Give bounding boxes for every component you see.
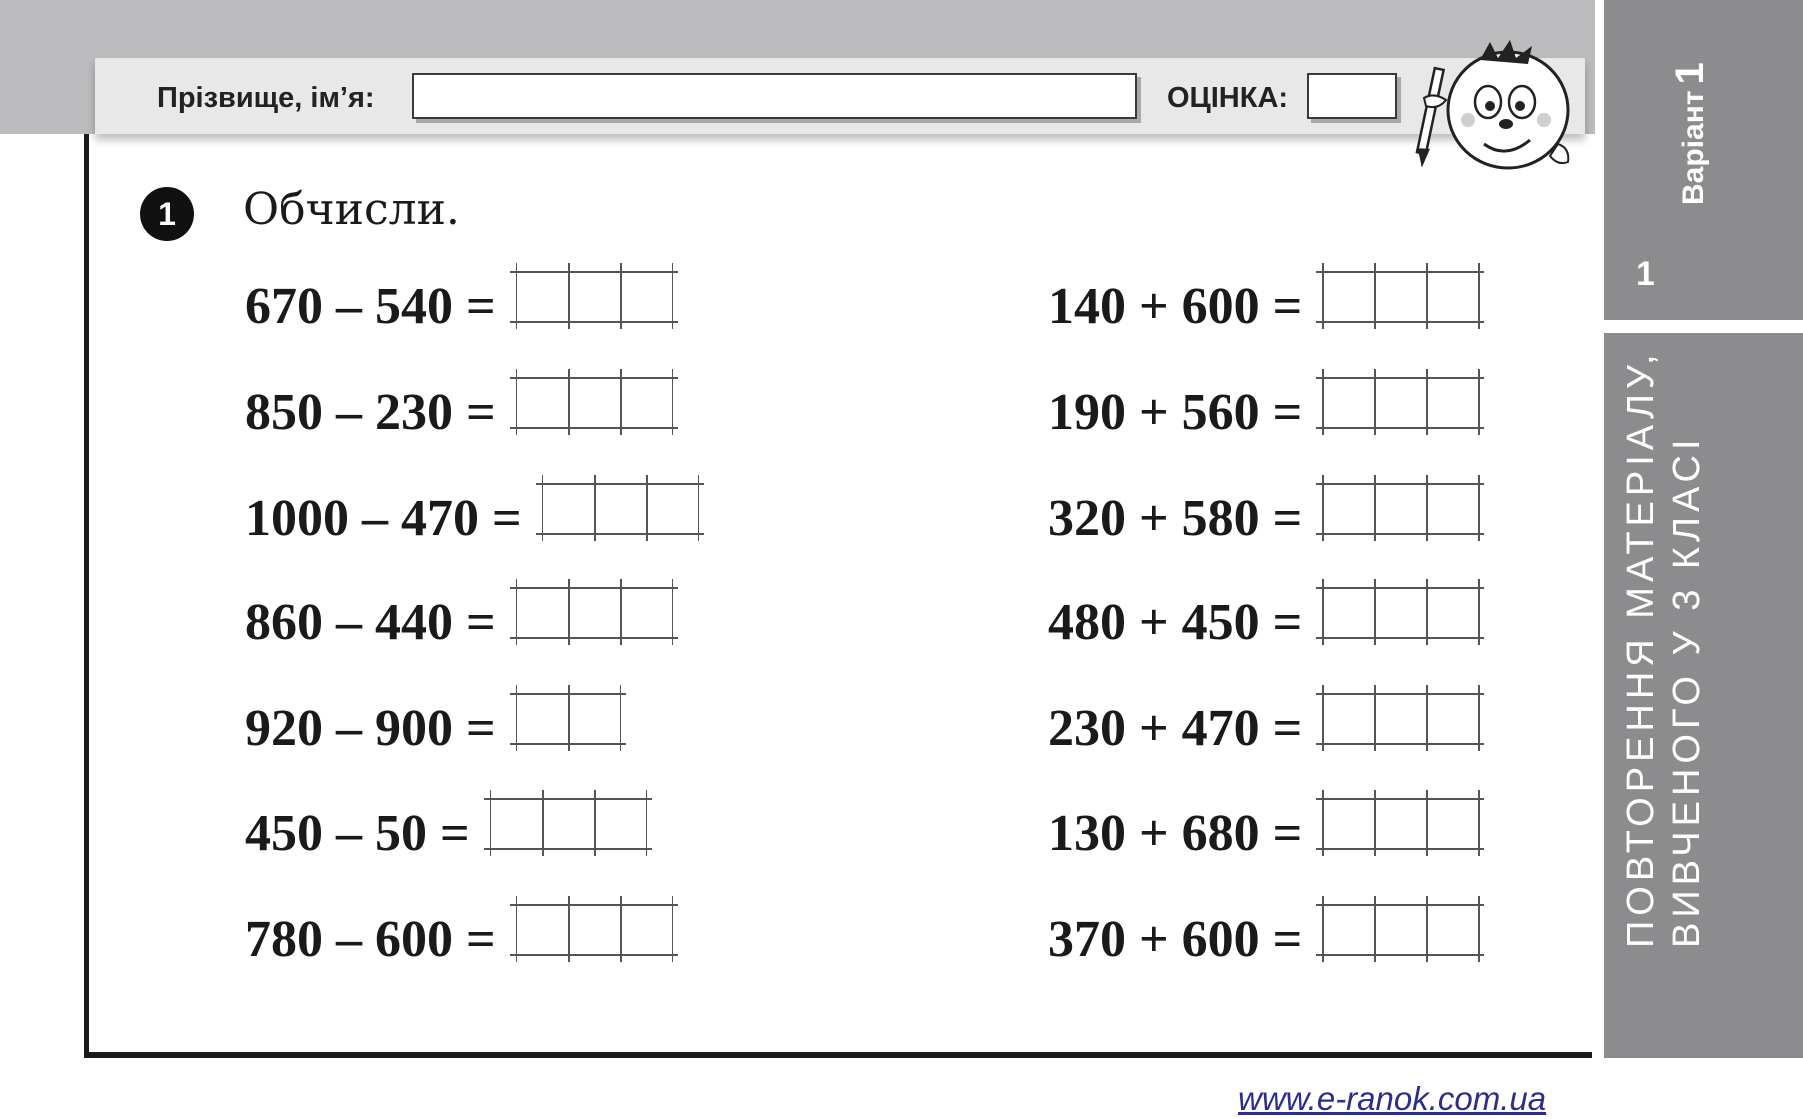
grade-label: ОЦІНКА: bbox=[1167, 82, 1289, 114]
variant-number: 1 bbox=[1668, 62, 1712, 85]
name-field[interactable] bbox=[412, 73, 1137, 119]
exercise-left-3: 1000 – 470 = bbox=[245, 490, 522, 547]
exercise-right-1: 140 + 600 = bbox=[1048, 278, 1303, 335]
mascot-icon bbox=[1410, 40, 1570, 180]
exercise-left-1: 670 – 540 = bbox=[245, 278, 496, 335]
exercise-left-4: 860 – 440 = bbox=[245, 594, 496, 651]
exercise-right-5: 230 + 470 = bbox=[1048, 700, 1303, 757]
answer-grid-left-4[interactable] bbox=[510, 579, 678, 645]
answer-grid-right-5[interactable] bbox=[1316, 685, 1484, 751]
exercise-right-2: 190 + 560 = bbox=[1048, 384, 1303, 441]
variant-label bbox=[1668, 62, 1713, 205]
answer-grid-right-6[interactable] bbox=[1316, 790, 1484, 856]
answer-grid-right-1[interactable] bbox=[1316, 263, 1484, 329]
student-header bbox=[95, 58, 1585, 134]
answer-grid-left-2[interactable] bbox=[510, 369, 678, 435]
exercise-left-6: 450 – 50 = bbox=[245, 805, 470, 862]
answer-grid-right-2[interactable] bbox=[1316, 369, 1484, 435]
exercise-left-7: 780 – 600 = bbox=[245, 911, 496, 968]
topic-line-1: ПОВТОРЕННЯ МАТЕРІАЛУ, bbox=[1620, 349, 1662, 948]
exercise-right-6: 130 + 680 = bbox=[1048, 805, 1303, 862]
answer-grid-left-5[interactable] bbox=[510, 685, 626, 751]
exercise-right-3: 320 + 580 = bbox=[1048, 490, 1303, 547]
grade-field[interactable] bbox=[1307, 73, 1397, 119]
task-number-badge: 1 bbox=[140, 187, 194, 241]
answer-grid-left-7[interactable] bbox=[510, 896, 678, 962]
answer-grid-right-3[interactable] bbox=[1316, 475, 1484, 541]
exercise-right-7: 370 + 600 = bbox=[1048, 911, 1303, 968]
side-page-number: 1 bbox=[1636, 255, 1655, 293]
exercise-right-4: 480 + 450 = bbox=[1048, 594, 1303, 651]
topic-line-2: ВИВЧЕНОГО У 3 КЛАСІ bbox=[1666, 434, 1708, 948]
publisher-link[interactable]: www.e-ranok.com.ua bbox=[1238, 1080, 1547, 1117]
name-label: Прізвище, ім’я: bbox=[157, 82, 375, 114]
answer-grid-left-1[interactable] bbox=[510, 263, 678, 329]
frame-bottom-border bbox=[84, 1052, 1592, 1058]
exercise-left-2: 850 – 230 = bbox=[245, 384, 496, 441]
task-title: Обчисли. bbox=[243, 184, 460, 235]
answer-grid-right-7[interactable] bbox=[1316, 896, 1484, 962]
answer-grid-left-6[interactable] bbox=[484, 790, 652, 856]
exercise-left-5: 920 – 900 = bbox=[245, 700, 496, 757]
variant-word: Варіант bbox=[1677, 90, 1710, 205]
frame-left-border bbox=[84, 134, 89, 1058]
answer-grid-right-4[interactable] bbox=[1316, 579, 1484, 645]
answer-grid-left-3[interactable] bbox=[536, 475, 704, 541]
topic-title bbox=[1618, 328, 1710, 948]
